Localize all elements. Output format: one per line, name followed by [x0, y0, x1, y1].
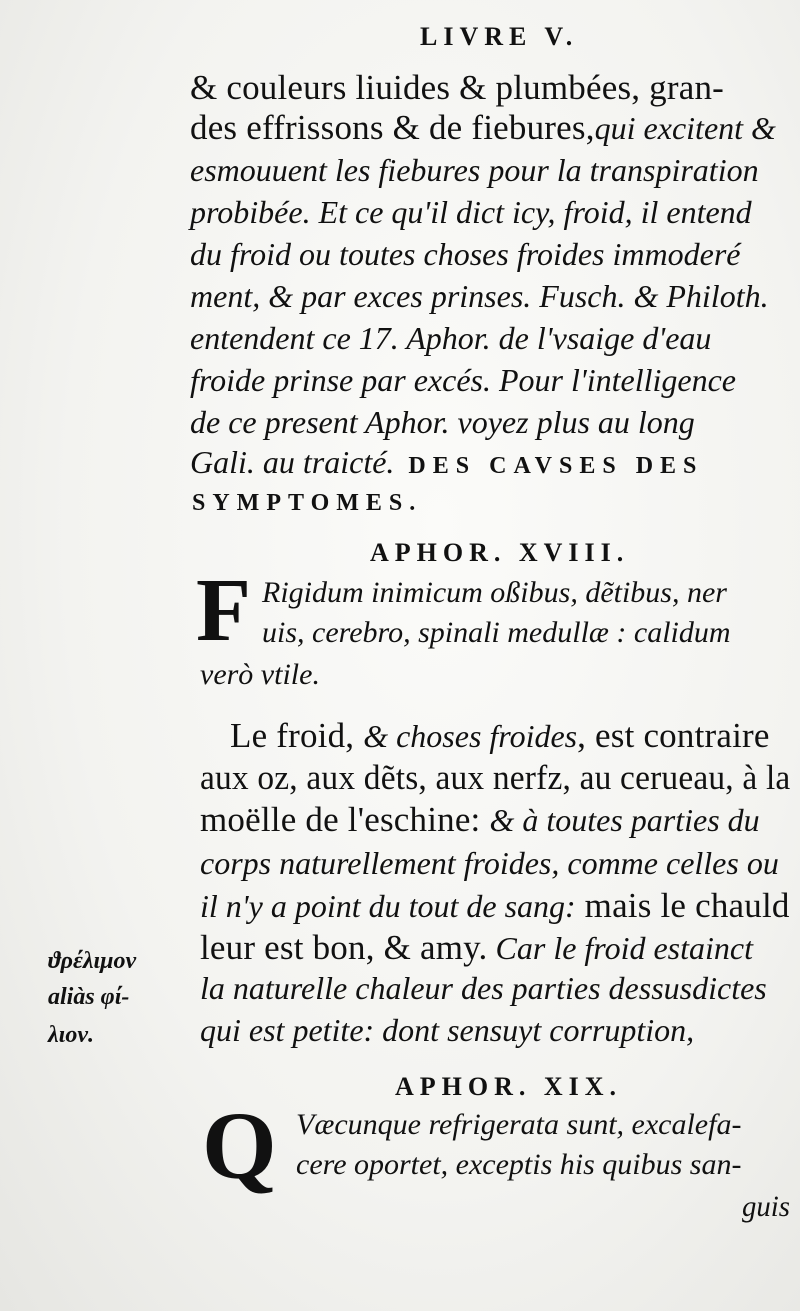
- section-title-part-1: DES CAVSES DES: [408, 453, 704, 479]
- french-18-line-1-a: Le froid,: [230, 716, 364, 755]
- text-line-2: [190, 108, 776, 148]
- text-line-10-italic: Gali. au traicté.: [190, 444, 395, 480]
- greek-margin-note-1: ϑρέλιμον: [48, 948, 137, 974]
- french-18-line-3: [200, 800, 760, 840]
- text-line-8: froide prinse par excés. Pour l'intelligence: [190, 362, 736, 398]
- text-line-3: esmouuent les fiebures pour la transpiration: [190, 152, 759, 188]
- greek-margin-note-2: aliàs φί-: [48, 984, 130, 1010]
- french-18-line-1-b: & choses froides: [363, 718, 578, 754]
- latin-19-line-1: Væcunque refrigerata sunt, excalefa-: [296, 1108, 742, 1141]
- drop-cap-q: Q: [202, 1092, 277, 1199]
- french-18-line-3-a: moëlle de l'eschine:: [200, 800, 490, 839]
- text-line-2-roman: des effrissons & de fiebures,: [190, 108, 595, 147]
- latin-18-line-2: uis, cerebro, spinali medullæ : calidum: [262, 616, 731, 649]
- section-title-part-2: SYMPTOMES.: [192, 490, 423, 516]
- french-18-line-6-b: Car le froid estainct: [487, 930, 753, 966]
- latin-19-line-3: guis: [742, 1190, 791, 1223]
- french-18-line-1-c: , est contraire: [577, 716, 770, 755]
- french-18-line-6: [200, 928, 753, 968]
- french-18-line-3-b: & à toutes parties du: [489, 802, 760, 838]
- latin-18-line-1: Rigidum inimicum oßibus, dẽtibus, ner: [262, 576, 727, 609]
- aphorism-18-heading: APHOR. XVIII.: [370, 538, 630, 567]
- french-18-line-5: [200, 886, 790, 926]
- text-line-7: entendent ce 17. Aphor. de l'vsaige d'eau: [190, 320, 712, 356]
- french-18-line-5-b: mais le chauld: [575, 886, 790, 925]
- running-title: LIVRE V.: [420, 22, 579, 51]
- french-18-line-5-a: il n'y a point du tout de sang:: [200, 888, 576, 924]
- greek-margin-note-3: λιον.: [48, 1022, 94, 1048]
- drop-cap-f: F: [196, 561, 251, 660]
- text-line-2-italic: qui excitent &: [594, 110, 776, 146]
- text-line-5: du froid ou toutes choses froides immoderé: [190, 236, 741, 272]
- aphorism-19-heading: APHOR. XIX.: [395, 1072, 623, 1101]
- text-line-4: probibée. Et ce qu'il dict icy, froid, il entend: [190, 194, 752, 230]
- french-18-line-4: corps naturellement froides, comme celles ou: [200, 845, 779, 881]
- text-line-1: & couleurs liuides & plumbées, gran-: [190, 68, 725, 107]
- text-line-10: [190, 444, 703, 481]
- french-18-line-2: aux oz, aux dẽts, aux nerfz, au cerueau, à la: [200, 758, 791, 797]
- latin-18-line-3: verò vtile.: [200, 658, 320, 691]
- text-line-9: de ce present Aphor. voyez plus au long: [190, 404, 695, 440]
- text-line-6: ment, & par exces prinses. Fusch. & Philoth.: [190, 278, 769, 314]
- french-18-line-7: la naturelle chaleur des parties dessusdictes: [200, 970, 767, 1006]
- latin-19-line-2: cere oportet, exceptis his quibus san-: [296, 1148, 742, 1181]
- french-18-line-1: [230, 716, 770, 756]
- french-18-line-8: qui est petite: dont sensuyt corruption,: [200, 1012, 695, 1048]
- french-18-line-6-a: leur est bon, & amy.: [200, 928, 488, 967]
